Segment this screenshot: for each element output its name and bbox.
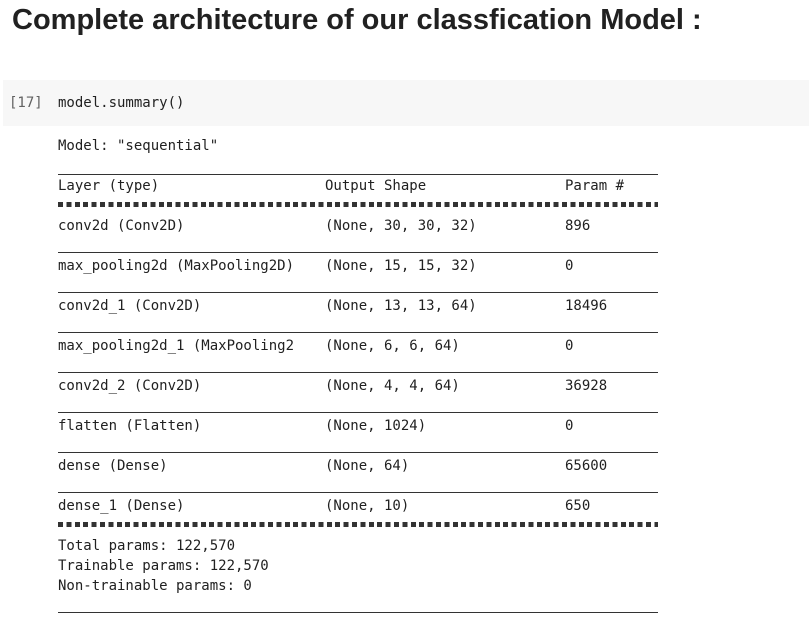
row-separator bbox=[58, 372, 658, 373]
table-row-layer: max_pooling2d (MaxPooling2D) bbox=[58, 258, 295, 274]
row-separator bbox=[58, 332, 658, 333]
header-separator bbox=[58, 202, 658, 207]
table-row-shape: (None, 4, 4, 64) bbox=[325, 378, 460, 394]
table-row-param: 0 bbox=[565, 258, 574, 274]
model-name-line: Model: "sequential" bbox=[58, 138, 219, 154]
table-row-shape: (None, 30, 30, 32) bbox=[325, 218, 477, 234]
table-row-param: 65600 bbox=[565, 458, 608, 474]
table-row-layer: max_pooling2d_1 (MaxPooling2 bbox=[58, 338, 295, 354]
table-row-shape: (None, 13, 13, 64) bbox=[325, 298, 477, 314]
table-bottom-rule bbox=[58, 612, 658, 613]
row-separator bbox=[58, 292, 658, 293]
cell-execution-count: [17] bbox=[9, 95, 43, 111]
page-heading: Complete architecture of our classfication Model : bbox=[12, 4, 702, 36]
table-row-layer: conv2d_1 (Conv2D) bbox=[58, 298, 202, 314]
trainable-params: Trainable params: 122,570 bbox=[58, 558, 269, 574]
table-top-rule bbox=[58, 174, 658, 175]
table-row-layer: conv2d_2 (Conv2D) bbox=[58, 378, 202, 394]
table-row-layer: conv2d (Conv2D) bbox=[58, 218, 185, 234]
table-row-shape: (None, 1024) bbox=[325, 418, 427, 434]
table-row-param: 36928 bbox=[565, 378, 608, 394]
header-output-shape: Output Shape bbox=[325, 178, 427, 194]
row-separator bbox=[58, 452, 658, 453]
table-row-shape: (None, 15, 15, 32) bbox=[325, 258, 477, 274]
table-row-layer: dense (Dense) bbox=[58, 458, 168, 474]
table-row-shape: (None, 6, 6, 64) bbox=[325, 338, 460, 354]
table-row-param: 0 bbox=[565, 418, 574, 434]
table-row-param: 650 bbox=[565, 498, 591, 514]
table-row-param: 0 bbox=[565, 338, 574, 354]
header-param-count: Param # bbox=[565, 178, 625, 194]
row-separator bbox=[58, 252, 658, 253]
row-separator bbox=[58, 492, 658, 493]
code-cell[interactable] bbox=[3, 80, 809, 126]
table-row-layer: dense_1 (Dense) bbox=[58, 498, 185, 514]
header-layer: Layer (type) bbox=[58, 178, 160, 194]
row-separator bbox=[58, 412, 658, 413]
code-input[interactable]: model.summary() bbox=[58, 95, 185, 111]
table-row-param: 18496 bbox=[565, 298, 608, 314]
table-row-layer: flatten (Flatten) bbox=[58, 418, 202, 434]
totals-separator bbox=[58, 522, 658, 527]
total-params: Total params: 122,570 bbox=[58, 538, 236, 554]
table-row-param: 896 bbox=[565, 218, 591, 234]
table-row-shape: (None, 64) bbox=[325, 458, 410, 474]
table-row-shape: (None, 10) bbox=[325, 498, 410, 514]
non-trainable-params: Non-trainable params: 0 bbox=[58, 578, 252, 594]
